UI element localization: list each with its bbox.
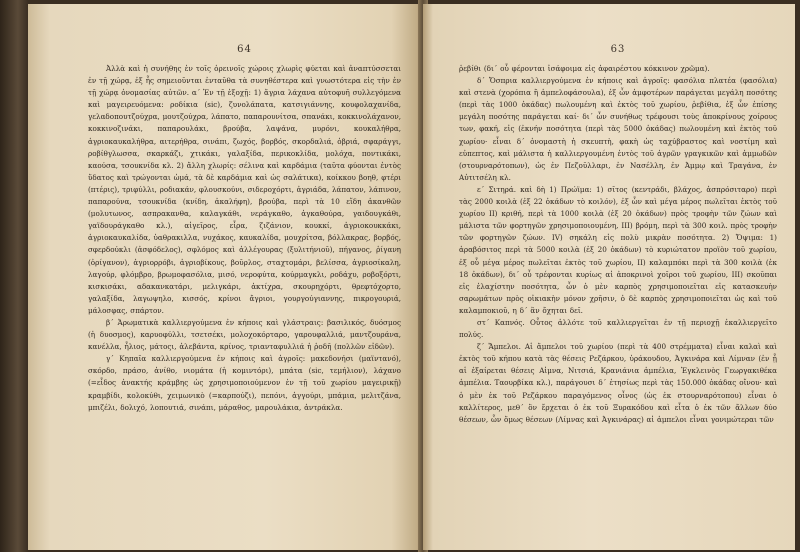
page-body <box>459 63 777 426</box>
paragraph: γ΄ Κηπαῖα καλλιεργούμενα ἐν κήποις καὶ ἀγροῖς: μακεδονήσι (μαϊντανό), σκόρδο, πράσο, ἀνίθο, νιομάτα (ἡ κομιντόρι), μπάτα (sic, τεμήλιον), λάχανο (=εἶδος ἀνακτής κράμβης ὡς χρησιμοποιούμενον ἐν τῇ τοῦ χωρίου μαγειρικῇ) κραμβίδι, κολοκύθι, χειμωνικὸ (=καρπούζι), πεπόνι, ἀγγούρι, μπάμια, μελιτζάνα, μπιζέλι, δολιχό, λοπουτιά, σινάπι, μάραθος, μαρουλάκια, ἀντράκλα. <box>88 354 401 412</box>
paragraph: ζ΄ Ἄμπελοι. Αἱ ἄμπελοι τοῦ χωρίου (περὶ τὰ 400 στρέμματα) εἶναι καλαὶ καὶ ἐκτὸς τοῦ κήπου κατὰ τὰς θέσεις Ρεζάρκου, ὑράκουδου, Ἀγκινάρα καὶ Λίμναν (ἐν ᾗ αἱ ἐξαίρεται θέσεις Αἰμνα, Νιτσιά, Κρανιάνια ἀμπέλια, Ἐγκλεινὸς Γεωργακιθέκα ἀμπέλια. Ταουρβίκα κλ.), παράγουσι δ΄ ἐτησίως περὶ τὰς 150.000 ὀκάδας οἴνου· καὶ ὁ μὲν ἐκ τοῦ Ρεζάρκου παραγόμενος οἶνος (ὡς ἐκ στουρναρότοπου) εἶναι ὁ καλλίτερος, μεθ΄ ὃν ἔρχεται ὁ ἐκ τοῦ Ξυρακόδου καὶ εἶτα ὁ ἐκ τῶν ἄλλων δύο θέσεων, ὧν ὅμως θέσεων (Λίμνας καὶ Ἀγκινάρας) αἱ ἀμπελοι εἶναι γονιμώτεραι τῶν <box>459 342 777 424</box>
left-page <box>28 4 423 550</box>
page-number: 63 <box>610 44 626 55</box>
paragraph: στ΄ Καπνός. Οὗτος ἀλλότε τοῦ καλλιεργεῖται ἐν τῇ περιοχῇ ἐκαλλιεργεῖτο πολύς. <box>459 317 777 340</box>
paragraph: ε΄ Σιτηρά. καὶ δὴ 1) Πρώϊμα: 1) σῖτος (κεντράδι, βλάχος, ἀσπρόσιταρο) περὶ τὰς 2000 κοιλὰ (ἐξ 22 ὀκάδων τὸ κοιλόν), ἐξ ὧν καὶ μέγα μέρος πωλεῖται ἐκτὸς τοῦ χωρίου II) κριθή, περὶ τὰ 1000 κοιλὰ (ἐξ 20 ὀκάδων) πρὸς τροφὴν τῶν ζώων καὶ μάλιστα τῶν φορτηγῶν χρησιμοποιουμένη, III) βρόμη, περὶ τὰ 300 κοιλ. πρὸς τροφὴν τῶν φορτηγῶν ζώων. IV) σηκάλη εἰς πολὺ μικρὰν ποσότητα. 2) Ὄψιμα: 1) ἀραβόσιτος περὶ τὰ 5000 κοιλὰ (ἐξ 20 ὀκάδων) τὸ κυριώτατον προϊὸν τοῦ χωρίου, ἐξ οὗ μέγα μέρος πωλεῖται ἐκτὸς τοῦ χωρίου, II) καλαμπόκι περὶ τὰ 300 κοιλὰ (ἐκ 18 ὀκάδων), δι΄ οὗ τρέφονται κυρίως αἱ ἀποκρινοὶ χοῖροι τοῦ χωρίου, III) σκοῦπαι εἰς ἐλαχίστην ποσότητα, ὧν ὁ μὲν καρπὸς χρησιμοποιεῖται εἰς κατασκευὴν σαρωμάτων πρὸς οἰκιακὴν μόνον χρῆσιν, ὁ δὲ καρπὸς χρησιμοποιεῖται ὡς καὶ τοῦ καλαμποκιοῦ, η δ΄ ἂν ὄχηται δεῖ. <box>459 184 777 315</box>
page-body <box>88 63 401 414</box>
right-page <box>423 4 795 550</box>
paragraph: δ΄ Ὄσπρια καλλιεργούμενα ἐν κήποις καὶ ἀγροῖς: φασόλια πλατέα (φασόλια) καὶ στενὰ (χορόπια ἢ ἀμπελοφάσουλα), ἐξ ὧν ἀμφοτέρων παράγεται μεγάλη ποσότης (περὶ τὰς 1000 ὀκάδας) πωλουμένη καὶ ἐκτὸς τοῦ χωρίου, ῥεβίθια, ἐξ ὧν ἐπίσης μεγάλη ποσότης παράγεται καί· δι΄ ὧν συνήθως τρέφουσι τοὺς ἀποκρίνους χοίρους των, φακή, εἰς (ἐκνήν ποσότητα (περὶ τὰς 5000 ὀκάδας) πωλουμένη καὶ ἐκτὸς τοῦ χωρίου· εἶναι δ΄ ὀνομαστὴ ἡ σκευπτὴ, φακὴ ὡς ταχύβραστος καὶ νοστίμη καὶ εὐπεπτος, καὶ μάλιστα ἡ καλλιεργουμένη ἐντὸς τοῦ ἀγρῶν γραγκικῶν καὶ ἀμμωδῶν (στουρναρότοπων), ὡς ἐν Πεζοῦλλαρι, ἐν Νασέλλη, ἐν Ἀμμῳ καὶ Τραγάνα, ἐν Αὐτιτσέλη κλ. <box>459 76 777 182</box>
page-number: 64 <box>237 44 252 55</box>
paragraph: ῥεβίθι (δι΄ οὗ φέρονται ἰσάφοιμα εἰς ἀφαιρέστου κόκκινον χρῶμα). <box>459 64 710 73</box>
paragraph: β΄ Ἀρωματικὰ καλλιεργούμενα ἐν κήποις καὶ γλάστραις: βασιλικός, δυόσμος (ἡ δυοσμος), καρυοφύλλι, τσετσέκι, μολοχοκόρταρο, γαρουφαλλιά, μαντζουράνα, κανέλλα, ἦλιος, μάτοςι, ἀλεβάντα, κρίνος, τριανταφυλλιά ἡ ῥοδῆ (πολλῶν εἰδῶν). <box>88 317 401 352</box>
paragraph: Ἀλλὰ καὶ ἡ συνήθης ἐν τοῖς ὀρεινοῖς χώροις χλωρὶς φύεται καὶ ἀναπτύσσεται ἐν τῇ χώρᾳ, ἐξ ἧς σημειοῦνται ἐνταῦθα τὰ συνηθέστερα καὶ γνωστότερα εἰς τὴν ἐν τῇ χώρᾳ ὀνομασίας αὐτῶν. α΄ Ἐν τῇ ἐξοχῇ: 1) ἄγρια λάχανα αὐτοφυῆ συλλεγόμενα καὶ μαγειρευόμενα: ροδίκια (sic), ζυνολάπατα, κατσιγιάννης, κουφολαχανίδα, γελαδοπουτζούχρα, μουτζούχρα, λάπατο, παπαρουνίτσα, σπανάκι, κοκκινολάχανον, κοκκινοζινάκι, παπαρουλάκι, βρούβα, λαψάνα, μυρόνι, κουκαλήθρα, ἀγριοκαυκαλήθρα, αιτερήθρα, σινάπι, ζωχός, βορβός, σκορδαλιά, ὀβριά, σφαράγγι, ροβίθγλωσσα, σκαρκάζι, χτικάκι, γαλαξίδα, περικοκλίδα, μολόχα, ποντικάκι, καούσα, τσουκνίδα κλ. 2) ἄλλη χλωρίς: σέλινα καὶ καρδάμια (ταῦτα φύονται ἐντὸς ὕδατος καὶ τρώγονται ὠμά, τὰ δὲ καρδάμια καὶ ὡς σαλάτικα), κοίκκου βοηθ, φτέρι (πτέρις), τριφύλλι, ροδιακάν, φλουσκούνι, σιδεροχόρτι, ἀγριάδα, λάπατον, λάπινον, παπαρούνα, τσουκνίδα (κνίδη, ἀκαλήφη), βρούβα, περὶ τὰ 10 εἴδη ἀκανθῶν (μολυτωνος, ασπρακανθα, καλαγκάθι, νεράγκαθο, ἀγκαθούρα, γαιδουγκάθι, γαϊδουράγκαθο κλ.), αἰγεῖρος, εἶρα, ζιζάνιον, κουκκί, ἀγριοκουκκάκι, ἀγριοκαυκαλίδα, ὑαθρακιλλα, νυχάκος, καυκαλίδα, μουχρίτσα, βόλλακρας, βορβός, σφερδούκλι (ἀσφόδελος), σφλόμος καὶ ἀλλέγουρας (ξυλιτήνιοῦ), πήγανος, ῥίγανη (ὀρίγανον), ἀγριορρόβι, ἀγριοβίκους, βοῦρλος, σταχτομάρι, βελίσσα, ἀγριοσίκαλη, λαγούρ, φλόμβρο, βρωμοφασόλια, μισό, νεροφύτα, κούρμαγκλι, ροδάχυ, ροβοξόρτι, κισκισάκι, αδακανκατάρι, μελιγκάρι, ἀκτίχρα, σκουρηχόρτι, θρεφτόχορτο, γαλαξίδα, λαγωψηλο, κισσός, κρίνοι ἄγριοι, γουργούγιαννης, πικρογουριά, μάλοσφας, σπάρτον. <box>88 64 401 315</box>
